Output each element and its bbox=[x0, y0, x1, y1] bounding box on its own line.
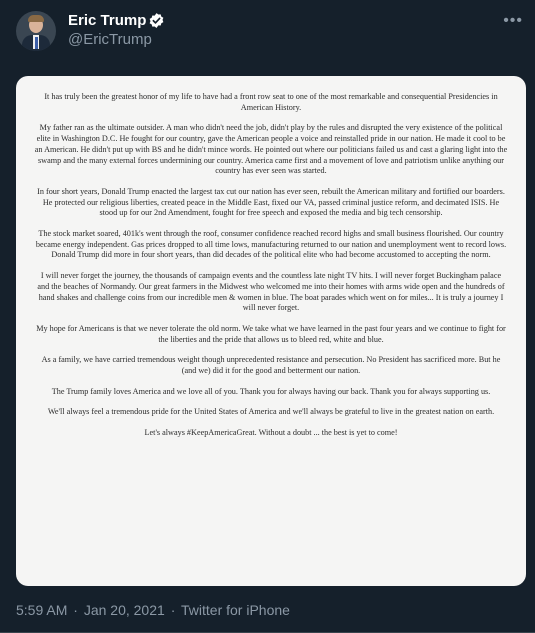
statement-paragraph: My father ran as the ultimate outsider. A man who didn't need the job, didn't play by the rules and disrupted the very existence of the political elite in Washington D.C. He fought for our country, gave the American people a voice and reinstalled pride in our nation. He made it cool to be an American. He didn't put up with BS and he didn't mince words. He pointed out where our politicians failed us and cast a glaring light into the swamp and the many external forces undermining our country. America came first and a movement of love and patriotism unlike anything our country has ever seen was started. bbox=[34, 123, 508, 176]
separator-dot: · bbox=[73, 602, 78, 618]
statement-paragraph: As a family, we have carried tremendous weight though unprecedented resistance and persecution. No President has sacrificed more. But he (and we) did it for the good and betterment our nation. bbox=[41, 355, 501, 376]
tweet-time[interactable]: 5:59 AM bbox=[16, 602, 68, 618]
tweet-date[interactable]: Jan 20, 2021 bbox=[83, 602, 165, 618]
tweet-source[interactable]: Twitter for iPhone bbox=[181, 602, 290, 618]
separator-dot: · bbox=[170, 602, 176, 618]
avatar[interactable] bbox=[16, 11, 56, 51]
statement-paragraph: Let's always #KeepAmericaGreat. Without a doubt ... the best is yet to come! bbox=[144, 428, 398, 438]
avatar-tie bbox=[35, 37, 38, 49]
verified-badge-icon bbox=[148, 12, 165, 29]
statement-paragraph: My hope for Americans is that we never tolerate the old norm. We take what we have learned in the past four years and we continue to fight for the liberties and the pride that allows us to bleed red, white and blue. bbox=[36, 323, 506, 344]
statement-paragraph: It has truly been the greatest honor of my life to have had a front row seat to one of the most remarkable and consequential Presidencies in American History. bbox=[44, 92, 498, 112]
tweet-image[interactable] bbox=[16, 76, 526, 586]
tweet-metadata bbox=[16, 601, 290, 619]
statement-paragraph: The Trump family loves America and we love all of you. Thank you for always having our back. Thank you for always supporting us. bbox=[51, 386, 491, 396]
statement-paragraph: The stock market soared, 401k's went through the roof, consumer confidence reached record highs and small business flourished. Our country became energy independent. Gas prices dropped to all time lows, manufacturing returned to our nation and unemployment went to record lows. Donald Trump did more in four short years, than did decades of the political elite who had become accustomed to accepting the norm. bbox=[35, 229, 507, 260]
display-name[interactable]: Eric Trump bbox=[68, 12, 147, 29]
statement-text bbox=[34, 92, 508, 449]
statement-paragraph: In four short years, Donald Trump enacted the largest tax cut our nation has ever seen, rebuilt the American military and fortified our boarders. He protected our religious liberties, created peace in the Middle East, fixed our VA, passed criminal justice reform, and decimated ISIS. He stood up for our 2nd Amendment, fought for free speech and exposed the media and big tech censorship. bbox=[37, 186, 505, 218]
tweet-header bbox=[0, 0, 535, 70]
user-handle[interactable]: @EricTrump bbox=[68, 31, 152, 48]
statement-paragraph: We'll always feel a tremendous pride for the United States of America and we'll always be grateful to live in the greatest nation on earth. bbox=[47, 407, 495, 417]
statement-paragraph: I will never forget the journey, the thousands of campaign events and the countless late night TV hits. I will never forget Buckingham palace and the beaches of Normandy. Our great farmers in the Midwest who welcomed me into their homes with arms wide open and the hundreds of hand shakes and challenge coins from our incredible men & women in blue. The boat parades which went on for miles... It is truly a journey I will never forget. bbox=[37, 271, 505, 313]
avatar-hair bbox=[28, 15, 44, 22]
more-horizontal-icon[interactable]: ••• bbox=[503, 12, 523, 29]
